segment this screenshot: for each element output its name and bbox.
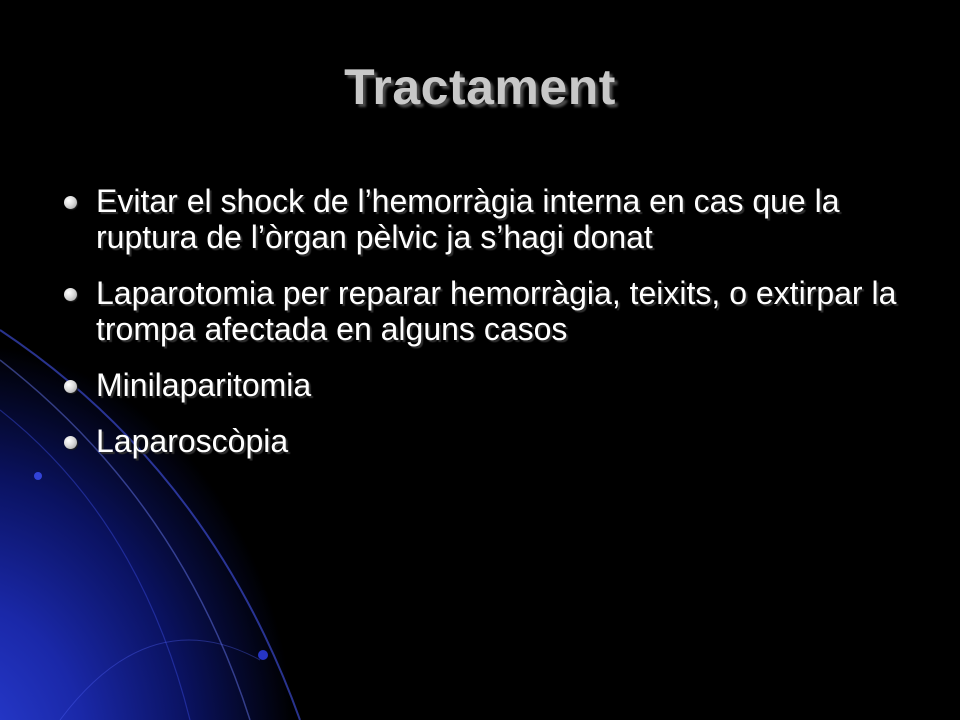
slide-title: Tractament xyxy=(344,59,616,115)
bullet-text: Minilaparitomia xyxy=(96,367,312,403)
bullet-item xyxy=(62,423,902,459)
bullet-dot-icon xyxy=(64,436,77,449)
bullet-item xyxy=(62,367,902,403)
bullet-dot-icon xyxy=(64,380,77,393)
bullet-item xyxy=(62,183,902,255)
bullet-item xyxy=(62,275,902,347)
bullet-list xyxy=(62,183,902,479)
bullet-dot-icon xyxy=(64,196,77,209)
decor-dot-left xyxy=(34,472,42,480)
bullet-dot-icon xyxy=(64,288,77,301)
decor-dot-bottom xyxy=(258,650,268,660)
bullet-text: Laparoscòpia xyxy=(96,423,289,459)
bullet-text: Laparotomia per reparar hemorràgia, teixits, o extirpar la trompa afectada en alguns casos xyxy=(96,275,897,347)
bullet-text: Evitar el shock de l’hemorràgia interna en cas que la ruptura de l’òrgan pèlvic ja s’hagi donat xyxy=(96,183,840,255)
